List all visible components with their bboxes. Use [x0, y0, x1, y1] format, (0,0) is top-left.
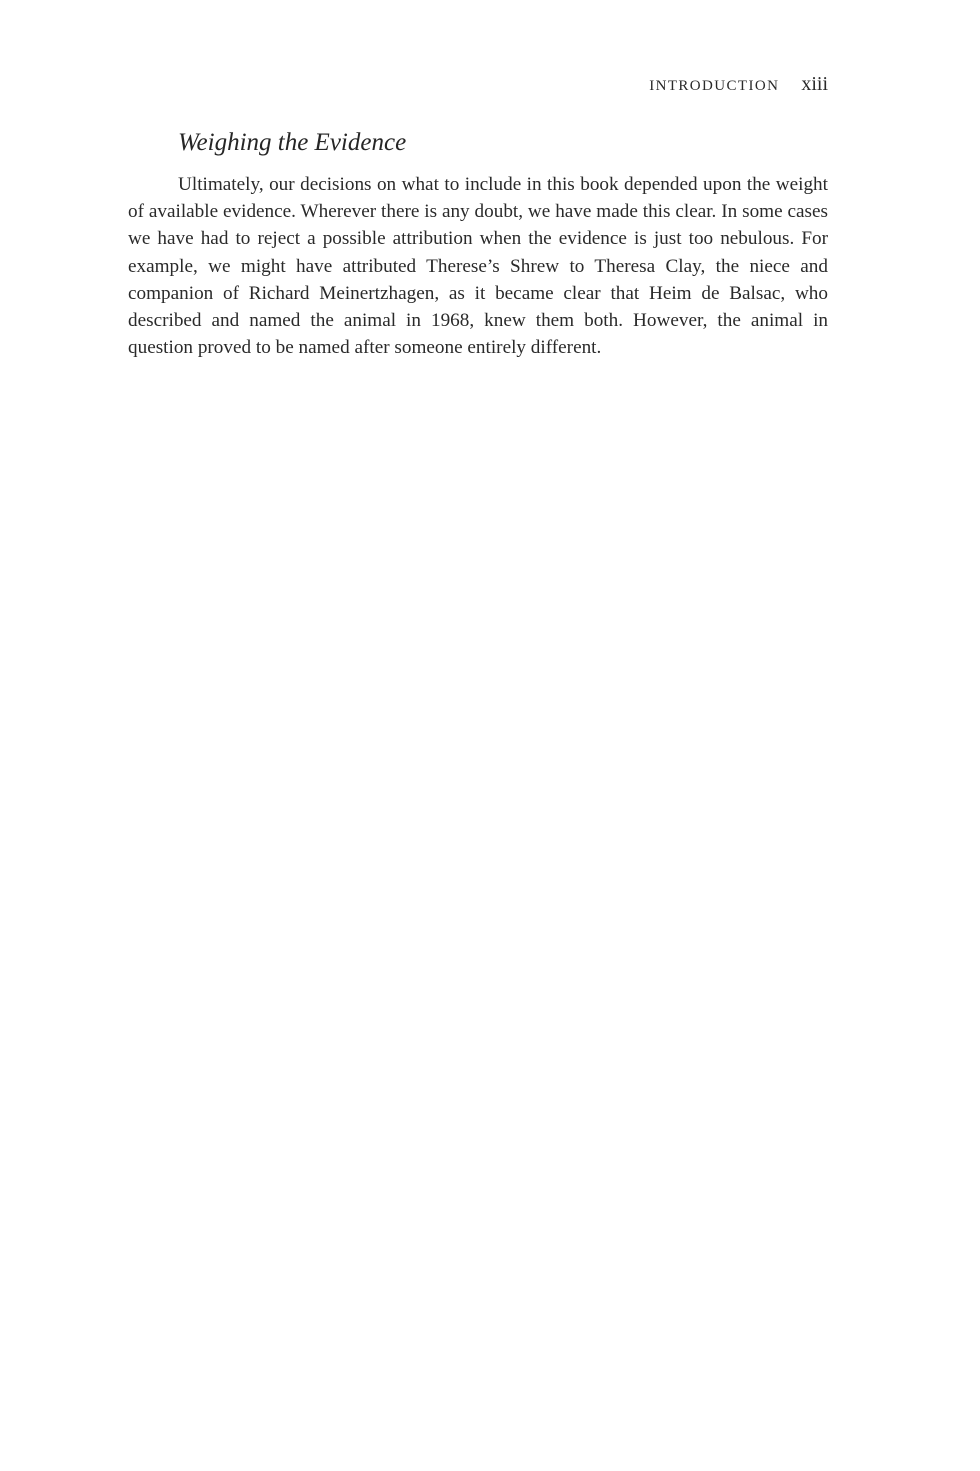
body-paragraph: Ultimately, our decisions on what to include in this book depended upon the weight of available evidence. Wherever there is any doubt, we have made this clear. In some cases we have had to reject a possible attribution when the evidence is just too nebulous. For example, we might have attributed Therese’s Shrew to Theresa Clay, the niece and companion of Richard Meinertzhagen, as it became clear that Heim de Balsac, who described and named the animal in 1968, knew them both. However, the animal in question proved to be named after someone entirely different.	[128, 174, 828, 359]
page-number: xiii	[801, 73, 828, 95]
section-heading: Weighing the Evidence	[178, 129, 407, 156]
running-head	[649, 70, 828, 98]
running-head-section: introduction	[649, 71, 780, 95]
